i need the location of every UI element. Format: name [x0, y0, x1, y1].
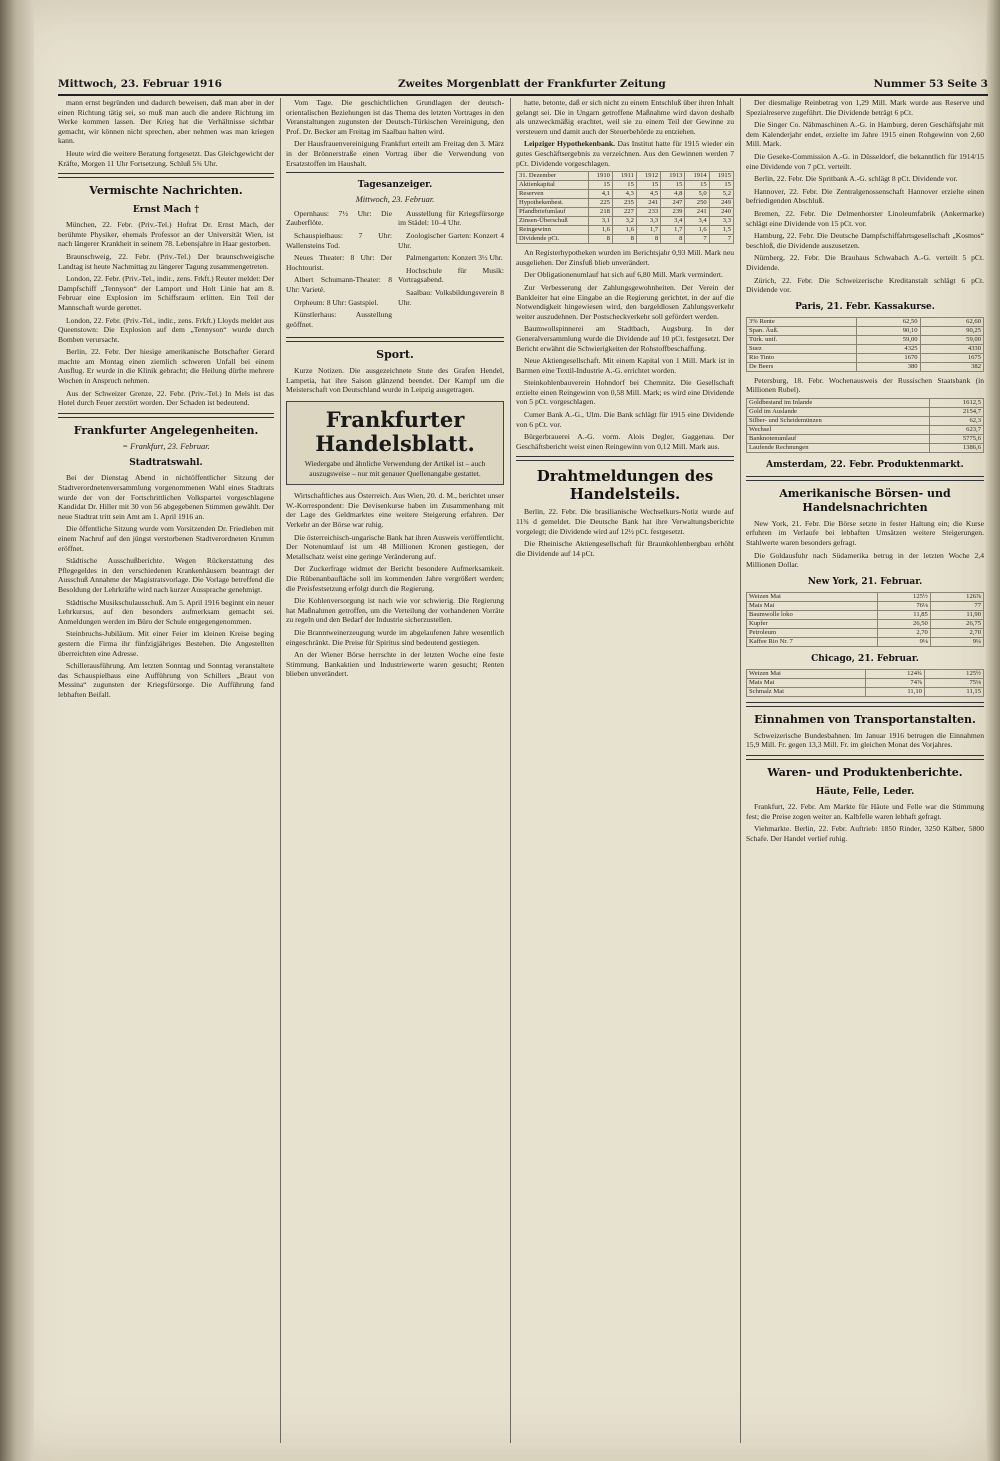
paragraph: Hannover, 22. Febr. Die Zentralgenossenschaft Hannover erzielte einen befriedigenden Abschluß. [746, 186, 984, 206]
table-cell: Laufende Rechnungen [747, 443, 930, 452]
table-cell: 2154,7 [929, 407, 983, 416]
divider [516, 456, 734, 461]
table-cell: 1675 [920, 353, 983, 362]
table-cell: 15 [661, 181, 685, 190]
paragraph: Berlin, 22. Febr. Der hiesige amerikanische Botschafter Gerard machte am Montag einen ziemlich schweren Unfall bei einem Ausflug. Er wurde in die Klinik gebracht; die Heilung dürfte mehrere Wochen in Anspruch nehmen. [58, 347, 274, 386]
table-row [747, 353, 984, 362]
table-cell: 1,7 [661, 226, 685, 235]
dateline: Mittwoch, 23. Februar. [355, 194, 435, 205]
paragraph: Neue Aktiengesellschaft. Mit einem Kapital von 1 Mill. Mark ist in Barmen eine Textil-Industrie A.-G. errichtet worden. [516, 356, 734, 375]
table-cell: 235 [612, 199, 636, 208]
paper-title: Zweites Morgenblatt der Frankfurter Zeitung [398, 78, 666, 90]
listing-item: Palmengarten: Konzert 3½ Uhr. [406, 253, 503, 263]
table-header-cell: 1914 [685, 172, 709, 181]
table-cell: 125½ [924, 669, 983, 678]
table-row [747, 443, 984, 452]
divider [746, 755, 984, 760]
paragraph: Cumer Bank A.-G., Ulm. Die Bank schlägt für 1915 eine Dividende von 6 pCt. vor. [516, 410, 734, 429]
paragraph: Frankfurt, 22. Febr. Am Markte für Häute und Felle war die Stimmung fest; die Preise zogen weiter an. Kalbfelle waren lebhaft gefragt. [746, 802, 984, 821]
table-cell: 126⅞ [930, 592, 983, 601]
table-row [517, 199, 734, 208]
table-header-cell: 1911 [612, 172, 636, 181]
listing-item: Opernhaus: 7½ Uhr: Die Zauberflöte. [286, 208, 392, 228]
subheading-ernst-mach: Ernst Mach † [132, 205, 200, 216]
table-cell: 74⅞ [865, 678, 924, 687]
table-cell: Weizen Mai [747, 669, 866, 678]
table-cell: 7 [709, 235, 733, 244]
section-heading-amerika: Amerikanische Börsen- und Handelsnachrichten [779, 486, 951, 514]
paragraph: München, 22. Febr. (Priv.-Tel.) Hofrat Dr. Ernst Mach, der berühmte Physiker, ehemals Professor an der Universität Wien, ist nach längerer Krankheit in seinem 78. Lebensjahre in Haar gestorben. [58, 220, 274, 249]
table-cell: 5,2 [709, 190, 733, 199]
table-row [747, 416, 984, 425]
table-cell: 1670 [857, 353, 920, 362]
table-row [747, 362, 984, 371]
table-cell: 90,25 [920, 326, 983, 335]
table-cell: 3,2 [612, 217, 636, 226]
subheading-newyork: New York, 21. Februar. [807, 576, 923, 587]
table-cell: 125½ [877, 592, 930, 601]
table-cell: Schmalz Mai [747, 687, 866, 696]
page-spine [0, 0, 34, 1461]
column-rule [510, 98, 511, 1443]
table-cell: 8 [661, 235, 685, 244]
table-cell: 3,3 [709, 217, 733, 226]
table-cell: 11,15 [924, 687, 983, 696]
table-cell: Rio Tinto [747, 353, 857, 362]
table-cell: 7 [685, 235, 709, 244]
table-cell: 3,1 [588, 217, 612, 226]
table-cell: 26,75 [930, 619, 983, 628]
issue-date: Mittwoch, 23. Februar 1916 [58, 78, 222, 90]
paragraph: Kurze Notizen. Die ausgezeichnete Stute des Grafen Hendel, Lampetia, hat ihre Saison glänzend beendet. Der Kampf um die Meisterschaft von Deutschland wurde in Leipzig ausgetragen. [286, 366, 504, 395]
paragraph: Bürgerbrauerei A.-G. vorm. Alois Degler, Gaggenau. Der Geschäftsbericht weist einen Reingewinn von 0,12 Mill. Mark aus. [516, 432, 734, 451]
table-row [747, 637, 984, 646]
paragraph: Die öffentliche Sitzung wurde vom Vorsitzenden Dr. Friedleben mit einem Nachruf auf den jüngst verstorbenen Stadtverordneten Krumm eröffnet. [58, 524, 274, 553]
table-cell: Reingewinn [517, 226, 589, 235]
section-heading-transport: Einnahmen von Transportanstalten. [754, 712, 976, 726]
table-cell: Zinsen-Überschuß [517, 217, 589, 226]
table-cell: 124¾ [865, 669, 924, 678]
dateline: = Frankfurt, 23. Februar. [122, 440, 210, 451]
table-cell: 15 [612, 181, 636, 190]
paragraph: Die Geseke-Commission A.-G. in Düsseldorf, die bekanntlich für 1914/15 eine Dividende von 7 pCt. verteilt. [746, 151, 984, 171]
listing-item: Orpheum: 8 Uhr: Gastspiel. [294, 297, 379, 307]
table-cell: 8 [588, 235, 612, 244]
table-cell: Petroleum [747, 628, 878, 637]
divider [286, 337, 504, 342]
table-cell: 4,5 [636, 190, 660, 199]
listing-item: Saalbau: Volksbildungsverein 8 Uhr. [398, 287, 504, 307]
table-cell: Wechsel [747, 425, 930, 434]
listing-right [398, 209, 504, 333]
table-cell: 77 [930, 601, 983, 610]
table-cell: 62,60 [920, 317, 983, 326]
table-cell: 3,3 [636, 217, 660, 226]
column-2 [286, 98, 504, 1443]
table-cell: 3,4 [685, 217, 709, 226]
table-row [517, 181, 734, 190]
table-header-cell: 1913 [661, 172, 685, 181]
masthead [58, 76, 988, 96]
paragraph: Städtische Ausschußberichte. Wegen Rückerstattung des Pflegegeldes in den verschiedenen Krankenhäusern beantragt der Ausschuß Annahme der Magistratsvorlage. Die Vorlage betreffend die Besoldung der Lehrkräfte wird nach kurzer Aussprache genehmigt. [58, 556, 274, 594]
table-cell: Mais Mai [747, 601, 878, 610]
divider [746, 702, 984, 707]
page-number: Nummer 53 Seite 3 [873, 78, 988, 90]
listing-item: Künstlerhaus: Ausstellung geöffnet. [286, 310, 392, 329]
table-cell: 227 [612, 208, 636, 217]
table-cell: 239 [661, 208, 685, 217]
table-cell: Banknotenumlauf [747, 434, 930, 443]
subheading-chicago: Chicago, 21. Februar. [811, 653, 919, 664]
table-cell: 59,00 [857, 335, 920, 344]
paragraph: Aus der Schweizer Grenze, 22. Febr. (Priv.-Tel.) In Mels ist das Hotel durch Feuer zerstört worden. Der Schaden ist bedeutend. [58, 388, 274, 408]
table-row [747, 425, 984, 434]
subheading-stadtratswahl: Stadtratswahl. [129, 458, 203, 469]
subheading-amsterdam: Amsterdam, 22. Febr. Produktenmarkt. [766, 459, 964, 470]
paragraph: Die Branntweinerzeugung wurde im abgelaufenen Jahre wesentlich eingeschränkt. Die Preise für Spiritus sind bedeutend gestiegen. [286, 627, 504, 647]
table-cell: Dividende pCt. [517, 235, 589, 244]
listing-item: Albert Schumann-Theater: 8 Uhr: Varieté. [286, 275, 392, 294]
table-cell: 4330 [920, 344, 983, 353]
paragraph: Bei der Dienstag Abend in nichtöffentlicher Sitzung der Stadtverordnetenversammlung vorgenommenen Wahl eines Stadtrats wurde der von der Fortschrittlichen Volkspartei vorgeschlagene Kandidat Dr. Hiller mit 30 von 56 abgegebenen Stimmen gewählt. Der neue Stadtrat tritt sein Amt am 1. April 1916 an. [58, 473, 274, 521]
table-cell: 3,4 [661, 217, 685, 226]
paragraph: Berlin, 22. Febr. Die brasilianische Wechselkurs-Notiz wurde auf 11¾ d gemeldet. Die Deutsche Bank hat ihre Verwaltungsberichte vorgelegt; die Dividende wird auf 12½ pCt. festgesetzt. [516, 507, 734, 536]
listing-item: Schauspielhaus: 7 Uhr: Wallensteins Tod. [286, 230, 392, 250]
paragraph: Zürich, 22. Febr. Die Schweizerische Kreditanstalt schlägt 6 pCt. Dividende vor. [746, 275, 984, 295]
paragraph: Der Obligationenumlauf hat sich auf 6,80 Mill. Mark vermindert. [524, 270, 723, 280]
table-cell: 233 [636, 208, 660, 217]
table-row [747, 407, 984, 416]
paragraph: London, 22. Febr. (Priv.-Tel., indir., zens. Frkft.) Reuter meldet: Der Dampfschiff „Tennyson“ der Lamport und Holt Linie hat am 8. Februar eine Explosion im Schiffsraum erlitten. Ein Teil der Mannschaft wurde gerettet. [58, 274, 274, 312]
table-row [747, 628, 984, 637]
listing-item: Neues Theater: 8 Uhr: Der Hochtourist. [286, 253, 392, 272]
table-cell: 225 [588, 199, 612, 208]
table-row [747, 619, 984, 628]
divider [58, 173, 274, 178]
table-cell: Span. Äuß. [747, 326, 857, 335]
paragraph: Viehmarkte. Berlin, 22. Febr. Auftrieb: 1850 Rinder, 3250 Kälber, 5800 Schafe. Der Handel verlief ruhig. [746, 824, 984, 843]
paragraph: Bremen, 22. Febr. Die Delmenhorster Linoleumfabrik (Ankermarke) schlägt eine Dividende von 15 pCt. vor. [746, 208, 984, 228]
table-cell: 1,6 [588, 226, 612, 235]
subheading-haeute: Häute, Felle, Leder. [815, 787, 915, 798]
table-row [517, 190, 734, 199]
table-cell: 380 [857, 362, 920, 371]
table-cell: 250 [685, 199, 709, 208]
table-cell: 3% Rente [747, 317, 857, 326]
table-cell: Suez [747, 344, 857, 353]
bank-balance-table [516, 171, 734, 244]
paragraph: Baumwollspinnerei am Stadtbach, Augsburg. In der Generalversammlung wurde die Dividende auf 10 pCt. festgesetzt. Der Bericht erwähnt die Schwierigkeiten der Rohstoffbeschaffung. [516, 324, 734, 353]
handelsblatt-title: Frankfurter Handelsblatt. [315, 407, 475, 457]
paragraph: Die Singer Co. Nähmaschinen A.-G. in Hamburg, deren Geschäftsjahr mit dem Kalenderjahr endet, erzielte im Jahre 1915 einen Rohgewinn von 2,60 Mill. Mark. [746, 120, 984, 149]
table-cell: 2,70 [877, 628, 930, 637]
table-cell: 11,10 [865, 687, 924, 696]
paragraph: An Registerhypotheken wurden im Berichtsjahr 0,93 Mill. Mark neu ausgeliehen. Der Zinsfuß blieb unverändert. [516, 248, 734, 267]
table-row [747, 669, 984, 678]
table-row [747, 610, 984, 619]
table-cell: 15 [685, 181, 709, 190]
paragraph: Hamburg, 22. Febr. Die Deutsche Dampfschiffahrtsgesellschaft „Kosmos“ beschloß, die Dividende auszusetzen. [746, 231, 984, 250]
paragraph: Die österreichisch-ungarische Bank hat ihren Ausweis veröffentlicht. Der Notenumlauf ist um 48 Millionen Kronen gestiegen, der Metallschatz weist eine geringe Veränderung auf. [286, 532, 504, 561]
paragraph: Schweizerische Bundesbahnen. Im Januar 1916 betrugen die Einnahmen 15,9 Mill. Fr. gegen 13,3 Mill. Fr. im gleichen Monat des Vorjahres. [746, 730, 984, 750]
table-row [747, 601, 984, 610]
table-cell: 8 [636, 235, 660, 244]
handelsblatt-banner [286, 401, 504, 485]
table-cell: Aktienkapital [517, 181, 589, 190]
table-header-cell: 1915 [709, 172, 733, 181]
table-cell: 1,6 [612, 226, 636, 235]
table-cell: 62,50 [857, 317, 920, 326]
column-4 [746, 98, 984, 1443]
table-cell: 4,3 [612, 190, 636, 199]
table-cell: 11,90 [930, 610, 983, 619]
table-cell: Reserven [517, 190, 589, 199]
table-cell: 247 [661, 199, 685, 208]
table-cell: 241 [636, 199, 660, 208]
table-cell: 62,3 [929, 416, 983, 425]
column-3 [516, 98, 734, 1443]
table-cell: 15 [709, 181, 733, 190]
listing-left [286, 209, 392, 333]
tagesanzeiger-listing [286, 209, 504, 333]
table-cell: 26,50 [877, 619, 930, 628]
table-cell: 4325 [857, 344, 920, 353]
table-row [747, 335, 984, 344]
table-cell: 8 [612, 235, 636, 244]
company-text: Das Institut hatte für 1915 wieder ein gutes Geschäftsergebnis zu verzeichnen. Aus den Gewinnen werden 7 pCt. Dividende vorgeschlagen. [516, 139, 734, 168]
table-cell: 76⅛ [877, 601, 930, 610]
table-cell: 240 [709, 208, 733, 217]
table-cell: 4,8 [661, 190, 685, 199]
table-cell: 15 [588, 181, 612, 190]
company-name: Leipziger Hypothekenbank. [524, 139, 616, 149]
paragraph: hatte, betonte, daß er sich nicht zu einem Entschluß über ihren Inhalt gelangt sei. Die in Ungarn getroffene Maßnahme wird davon deshalb als unzweckmäßig erachtet, weil sie zu einem Teil der Gewinne zu versteuern und damit auch der Steuerbehörde zu entziehen. [516, 98, 734, 136]
paragraph: New York, 21. Febr. Die Börse setzte in fester Haltung ein; die Kurse erfuhren im Verlaufe bei lebhaften Umsätzen weitere Steigerungen. Stahlwerte waren besonders gefragt. [746, 518, 984, 548]
table-cell: Pfandbriefumlauf [517, 208, 589, 217]
table-cell: Türk. unif. [747, 335, 857, 344]
paragraph: Die Kohlenversorgung ist nach wie vor schwierig. Die Regierung hat Maßnahmen getroffen, um die Verteilung der vorhandenen Vorräte zu regeln und den Bedarf der Industrie sicherzustellen. [286, 596, 504, 625]
table-cell: 1612,5 [929, 398, 983, 407]
newyork-table [746, 592, 984, 647]
table-cell: 218 [588, 208, 612, 217]
paragraph: Petersburg, 18. Febr. Wochenausweis der Russischen Staatsbank (in Millionen Rubel). [746, 375, 984, 395]
table-cell: 15 [636, 181, 660, 190]
table-cell: 11,85 [877, 610, 930, 619]
table-cell: Kupfer [747, 619, 878, 628]
table-row [517, 217, 734, 226]
table-cell: 1,6 [685, 226, 709, 235]
section-heading-drahtmeldungen: Drahtmeldungen des Handelsteils. [536, 467, 714, 504]
table-row [747, 678, 984, 687]
table-cell: 1,7 [636, 226, 660, 235]
column-1 [58, 98, 274, 1443]
table-cell: 241 [685, 208, 709, 217]
paragraph: Der Zuckerfrage widmet der Bericht besondere Aufmerksamkeit. Die Rübenanbaufläche soll im kommenden Jahre vergrößert werden; die Preisfestsetzung erfolgt durch die Regierung. [286, 564, 504, 593]
table-cell: Weizen Mai [747, 592, 878, 601]
listing-item: Hochschule für Musik: Vortragsabend. [398, 265, 504, 285]
table-cell: Silber- und Scheidemünzen [747, 416, 930, 425]
petersburg-table [746, 398, 984, 453]
paragraph: Schillerausführung. Am letzten Sonntag und Sonntag veranstaltete das Schauspielhaus eine Aufführung von Schillers „Braut von Messina“ zugunsten der Kriegsfürsorge. Die Aufführung fand lebhaften Beifall. [58, 661, 274, 699]
table-row [747, 344, 984, 353]
table-cell: 59,00 [920, 335, 983, 344]
table-cell: 249 [709, 199, 733, 208]
table-cell: 4,1 [588, 190, 612, 199]
table-row [747, 434, 984, 443]
paragraph: Zur Verbesserung der Zahlungsgewohnheiten. Der Verein der Bankleiter hat eine Eingabe an die Regierung gerichtet, in der auf die Notwendigkeit hingewiesen wird, den bargeldlosen Zahlungsverkehr weiter auszudehnen. Der Postscheckverkehr soll gefördert werden. [516, 282, 734, 321]
table-cell: 5,0 [685, 190, 709, 199]
table-row [517, 208, 734, 217]
table-cell: 75⅛ [924, 678, 983, 687]
table-row [747, 592, 984, 601]
paragraph: Steinkohlenbauverein Hohndorf bei Chemnitz. Die Gesellschaft erzielte einen Reingewinn von 0,58 Mill. Mark; es wird eine Dividende von 5 pCt. vorgeschlagen. [516, 378, 734, 407]
divider [58, 413, 274, 418]
table-row [747, 398, 984, 407]
table-row [747, 687, 984, 696]
table-cell: Baumwolle loko [747, 610, 878, 619]
table-header-row [517, 172, 734, 181]
listing-item: Ausstellung für Kriegsfürsorge im Städel: 10–4 Uhr. [398, 208, 504, 228]
table-body [517, 181, 734, 244]
paris-quotes-table [746, 317, 984, 372]
paragraph: Heute wird die weitere Beratung fortgesetzt. Das Gleichgewicht der Kräfte, Morgen 11 Uhr Fortsetzung. Schluß 5¾ Uhr. [58, 148, 274, 168]
paragraph: Vom Tage. Die geschichtlichen Grundlagen der deutsch-orientalischen Beziehungen ist das Thema des letzten Vortrages in den Veranstaltungen zugunsten der Deutsch-Türkischen Vereinigung, den Prof. Dr. Becker am Freitag im Saalbau halten wird. [286, 98, 504, 136]
section-heading-frankfurter: Frankfurter Angelegenheiten. [73, 423, 259, 437]
paragraph: Braunschweig, 22. Febr. (Priv.-Tel.) Der braunschweigische Landtag ist heute Nachmittag zu längerer Tagung zusammengetreten. [58, 251, 274, 271]
listing-item: Zoologischer Garten: Konzert 4 Uhr. [398, 230, 504, 250]
divider [286, 172, 504, 173]
chicago-table [746, 669, 984, 697]
subheading-paris: Paris, 21. Febr. Kassakurse. [795, 301, 935, 312]
section-heading-waren: Waren- und Produktenberichte. [767, 766, 963, 780]
table-header-cell: 1912 [636, 172, 660, 181]
paragraph: Berlin, 22. Febr. Die Spritbank A.-G. schlägt 8 pCt. Dividende vor. [754, 174, 958, 184]
section-heading-sport: Sport. [376, 348, 414, 362]
table-cell: 90,10 [857, 326, 920, 335]
paragraph: Nürnberg, 22. Febr. Die Brauhaus Schwabach A.-G. verteilt 5 pCt. Dividende. [746, 253, 984, 272]
table-row [747, 317, 984, 326]
table-cell: Hypothekenbest. [517, 199, 589, 208]
column-rule [740, 98, 741, 1443]
paragraph: Die Goldausfuhr nach Südamerika betrug in der letzten Woche 2,4 Millionen Dollar. [746, 550, 984, 570]
paragraph: London, 22. Febr. (Priv.-Tel., indir., zens. Frkft.) Lloyds meldet aus Queenstown: Die Explosion auf dem „Tennyson“ wurde durch Bomben verursacht. [58, 315, 274, 344]
table-cell: 1,5 [709, 226, 733, 235]
table-row [517, 235, 734, 244]
section-heading-vermischte: Vermischte Nachrichten. [89, 184, 243, 198]
paragraph: Die Rheinische Aktiengesellschaft für Braunkohlenbergbau erhöht die Dividende auf 14 pCt. [516, 539, 734, 558]
table-cell: 5775,6 [929, 434, 983, 443]
table-cell: 9⅛ [877, 637, 930, 646]
table-cell: 9¼ [930, 637, 983, 646]
page-edge [986, 0, 1000, 1461]
table-cell: 623,7 [929, 425, 983, 434]
paragraph: Der diesmalige Reinbetrag von 1,29 Mill. Mark wurde aus Reserve und Spezialreserve zugeführt. Die Dividende beträgt 6 pCt. [746, 98, 984, 117]
table-cell: Kaffee Rio Nr. 7 [747, 637, 878, 646]
paragraph: Städtische Musikschulausschuß. Am 5. April 1916 beginnt ein neuer Lehrkursus, auf den besonders aufmerksam gemacht sei. Anmeldungen werden im Büro der Schule entgegengenommen. [58, 597, 274, 626]
paragraph: Steinbruchs-Jubiläum. Mit einer Feier im kleinen Kreise beging gestern die Firma ihr fünfzigjähriges Bestehen. Die Angestellten überreichten eine Adresse. [58, 629, 274, 658]
table-row [747, 326, 984, 335]
paragraph: Wirtschaftliches aus Österreich. Aus Wien, 20. d. M., berichtet unser W.-Korrespondent: Die Devisenkurse haben im Zusammenhang mit der Lage des Geldmarktes eine weitere Steigerung erfahren. Der Verkehr an der Börse war ruhig. [286, 491, 504, 530]
table-header-cell: 1910 [588, 172, 612, 181]
paragraph: mann ernst begründen und dadurch beweisen, daß man aber in der einen Richtung tätig sei, so muß man auch die andere Richtung im Werke kommen lassen. Der Krieg hat die Verhältnisse sichtbar gemacht, wir können nicht sprechen, aber nehmen was man kriegen kann. [58, 98, 274, 146]
paragraph [516, 139, 734, 168]
table-cell: 2,70 [930, 628, 983, 637]
table-cell: Mais Mai [747, 678, 866, 687]
table-row [517, 226, 734, 235]
section-heading-tagesanzeiger: Tagesanzeiger. [357, 180, 433, 191]
table-header-cell: 31. Dezember [517, 172, 589, 181]
table-cell: 382 [920, 362, 983, 371]
column-rule [280, 98, 281, 1443]
table-cell: Gold im Auslande [747, 407, 930, 416]
table-cell: De Beers [747, 362, 857, 371]
paragraph: Der Hausfrauenvereinigung Frankfurt erteilt am Freitag den 3. März in der Brönnerstraße einen Vortrag über die Verwendung von Ersatzstoffen im Haushalt. [286, 139, 504, 168]
handelsblatt-subtitle: Wiedergabe und ähnliche Verwendung der Artikel ist – auch auszugsweise – nur mit genauer Quellenangabe gestattet. [304, 459, 486, 478]
paragraph: An der Wiener Börse herrschte in der letzten Woche eine feste Stimmung. Bankaktien und Industriewerte waren gesucht; Renten blieben unverändert. [286, 650, 504, 679]
divider [746, 476, 984, 481]
table-cell: Goldbestand im Inlande [747, 398, 930, 407]
table-cell: 1386,6 [929, 443, 983, 452]
